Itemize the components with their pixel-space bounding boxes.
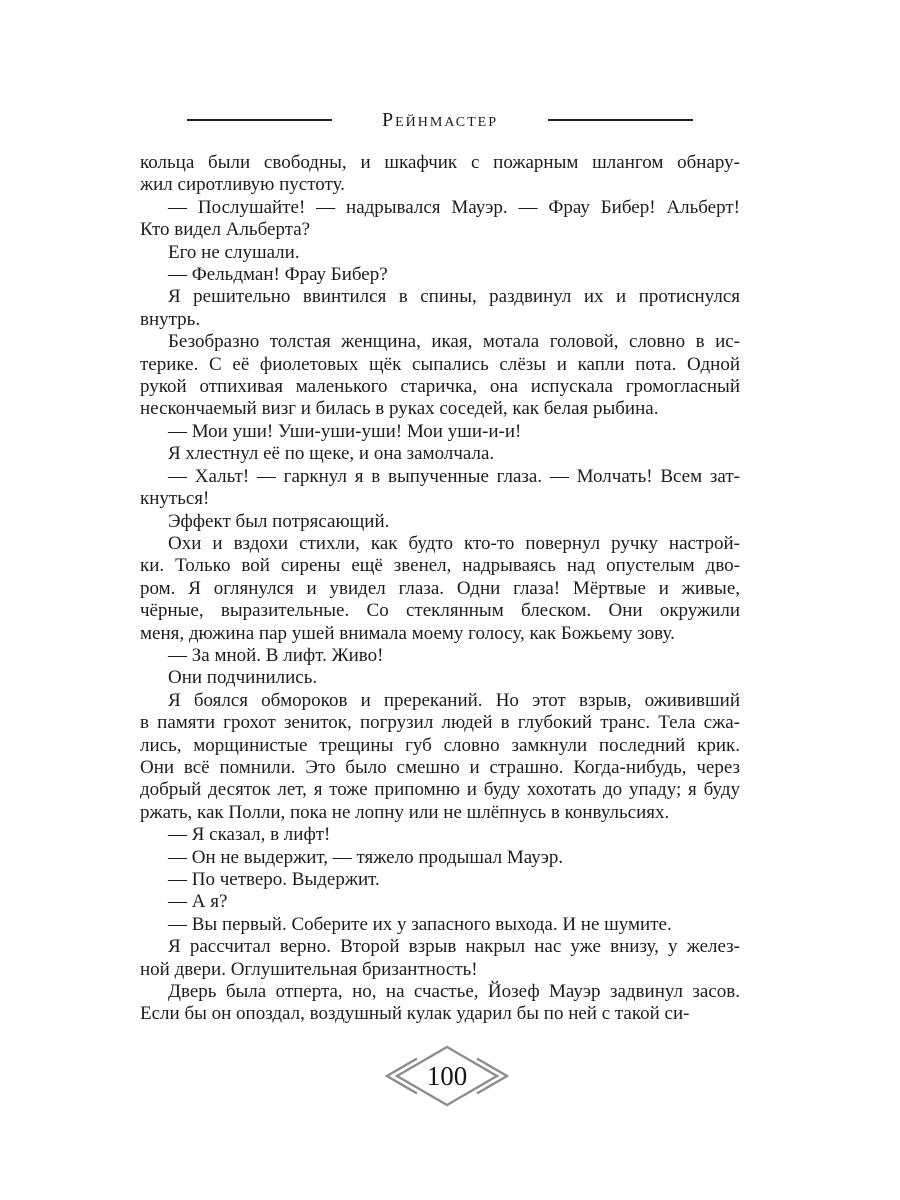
paragraph xyxy=(140,466,740,511)
text-line: внутрь. xyxy=(140,308,201,330)
text-line: ром. Я оглянулся и увидел глаза. Одни глаза! Мёртвые и живые, xyxy=(140,577,740,599)
text-line: — Фельдман! Фрау Бибер? xyxy=(168,264,388,286)
text-line: терике. С её фиолетовых щёк сыпались слёзы и капли пота. Одной xyxy=(140,353,740,375)
running-title: Рейнмастер xyxy=(382,109,498,131)
paragraph xyxy=(140,152,740,197)
text-line: Я решительно ввинтился в спины, раздвинул их и протиснулся xyxy=(168,286,740,308)
text-line: в памяти грохот зениток, погрузил людей в глубокий транс. Тела сжа- xyxy=(140,712,740,734)
paragraph xyxy=(140,197,740,242)
text-line: Эффект был потрясающий. xyxy=(168,510,390,532)
text-line: Дверь была отперта, но, на счастье, Йозеф Мауэр задвинул засов. xyxy=(168,981,740,1003)
paragraph xyxy=(140,891,740,913)
paragraph xyxy=(140,936,740,981)
paragraph xyxy=(140,264,740,286)
paragraph xyxy=(140,869,740,891)
body-text xyxy=(140,152,740,1026)
text-line: — Он не выдержит, — тяжело продышал Мауэр. xyxy=(168,846,564,868)
text-line: — Я сказал, в лифт! xyxy=(168,824,331,846)
paragraph xyxy=(140,511,740,533)
text-line: — За мной. В лифт. Живо! xyxy=(168,644,384,666)
paragraph xyxy=(140,242,740,264)
text-line: Я хлестнул её по щеке, и она замолчала. xyxy=(168,443,495,465)
text-line: — Вы первый. Соберите их у запасного выхода. И не шумите. xyxy=(168,913,672,935)
text-line: Они подчинились. xyxy=(168,667,318,689)
text-line: Безобразно толстая женщина, икая, мотала головой, словно в ис- xyxy=(168,331,740,353)
text-line: ной двери. Оглушительная бризантность! xyxy=(140,958,478,980)
paragraph xyxy=(140,443,740,465)
text-line: жил сиротливую пустоту. xyxy=(140,174,345,196)
paragraph xyxy=(140,286,740,331)
text-line: — По четверо. Выдержит. xyxy=(168,869,380,890)
text-line: — Послушайте! — надрывался Мауэр. — Фрау Бибер! Альберт! xyxy=(168,196,740,218)
text-line: добрый десяток лет, я тоже припомню и буду хохотать до упаду; я буду xyxy=(140,779,740,801)
text-line: Кто видел Альберта? xyxy=(140,219,311,241)
text-line: кольца были свободны, и шкафчик с пожарным шлангом обнару- xyxy=(140,152,740,173)
header-rule-right xyxy=(548,119,693,121)
text-line: Они всё помнили. Это было смешно и страшно. Когда-нибудь, через xyxy=(140,756,740,778)
text-line: ки. Только вой сирены ещё звенел, надрываясь над опустелым дво- xyxy=(140,555,740,577)
paragraph xyxy=(140,690,740,824)
page-number-ornament xyxy=(385,1042,509,1110)
page-number: 100 xyxy=(426,1061,468,1091)
text-line: Его не слушали. xyxy=(168,241,300,263)
header-rule-left xyxy=(187,119,332,121)
text-line: Я боялся обмороков и пререканий. Но этот взрыв, ожививший xyxy=(168,689,740,711)
text-line: Я рассчитал верно. Второй взрыв накрыл нас уже внизу, у желез- xyxy=(168,936,740,958)
paragraph xyxy=(140,533,740,645)
paragraph xyxy=(140,824,740,846)
text-line: — Мои уши! Уши-уши-уши! Мои уши-и-и! xyxy=(168,420,522,442)
text-line: чёрные, выразительные. Со стеклянным блеском. Они окружили xyxy=(140,600,740,622)
paragraph xyxy=(140,847,740,869)
running-header xyxy=(140,110,740,130)
text-line: — А я? xyxy=(168,891,228,913)
text-line: Охи и вздохи стихли, как будто кто-то повернул ручку настрой- xyxy=(168,532,740,554)
paragraph xyxy=(140,667,740,689)
text-line: ржать, как Полли, пока не лопну или не шлёпнусь в конвульсиях. xyxy=(140,801,670,823)
text-line: Если бы он опоздал, воздушный кулак ударил бы по ней с такой си- xyxy=(140,1003,690,1025)
text-line: рукой отпихивая маленького старичка, она испускала громогласный xyxy=(140,376,740,398)
paragraph xyxy=(140,981,740,1026)
text-line: лись, морщинистые трещины губ словно замкнули последний крик. xyxy=(140,734,740,756)
paragraph xyxy=(140,421,740,443)
paragraph xyxy=(140,914,740,936)
paragraph xyxy=(140,645,740,667)
page-footer xyxy=(140,1042,740,1110)
text-line: нескончаемый визг и билась в руках соседей, как белая рыбина. xyxy=(140,398,659,420)
text-line: кнуться! xyxy=(140,488,210,510)
paragraph xyxy=(140,331,740,421)
text-line: меня, дюжина пар ушей внимала моему голосу, как Божьему зову. xyxy=(140,622,675,644)
text-line: — Хальт! — гаркнул я в выпученные глаза. — Молчать! Всем зат- xyxy=(168,465,740,487)
